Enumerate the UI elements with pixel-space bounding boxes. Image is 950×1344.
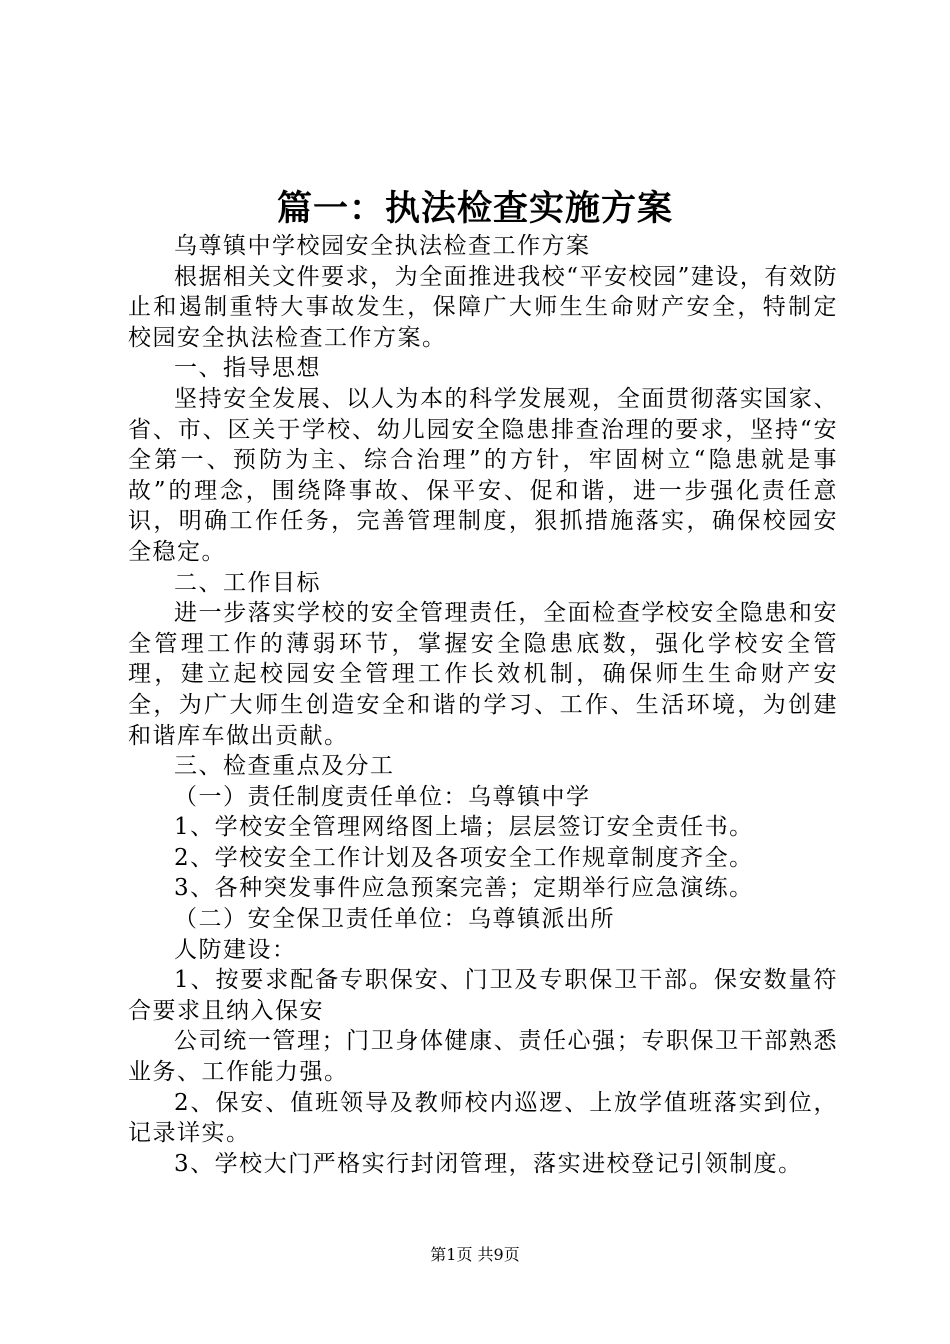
subsection-heading-responsibility-system: （一）责任制度责任单位：乌尊镇中学 — [174, 783, 591, 810]
paragraph-civil-defense: 人防建设： — [174, 936, 297, 963]
list-item: 1、按要求配备专职保安、门卫及专职保卫干部。保安数量符合要求且纳入保安 — [128, 967, 838, 1024]
document-title: 篇一：执法检查实施方案 — [276, 188, 673, 229]
page-footer: 第1页 共9页 — [430, 1245, 520, 1264]
list-item: 1、学校安全管理网络图上墙；层层签订安全责任书。 — [174, 814, 754, 841]
section-heading-guiding-ideology: 一、指导思想 — [174, 355, 321, 382]
list-item: 2、学校安全工作计划及各项安全工作规章制度齐全。 — [174, 844, 754, 871]
paragraph-intro: 根据相关文件要求，为全面推进我校“平安校园”建设，有效防止和遏制重特大事故发生，保障广大师生生命财产安全，特制定校园安全执法检查工作方案。 — [128, 263, 838, 351]
document-body — [128, 231, 838, 1179]
list-item: 3、学校大门严格实行封闭管理，落实进校登记引领制度。 — [174, 1150, 803, 1177]
paragraph-subtitle: 乌尊镇中学校园安全执法检查工作方案 — [174, 233, 591, 259]
paragraph-guiding-ideology: 坚持安全发展、以人为本的科学发展观，全面贯彻落实国家、省、市、区关于学校、幼儿园安全隐患排查治理的要求，坚持“安全第一、预防为主、综合治理”的方针，牢固树立“隐患就是事故”的理念，围绕降事故、保平安、促和谐，进一步强化责任意识，明确工作任务，完善管理制度，狠抓措施落实，确保校园安全稳定。 — [128, 385, 838, 565]
list-item: 公司统一管理；门卫身体健康、责任心强；专职保卫干部熟悉业务、工作能力强。 — [128, 1028, 838, 1086]
subsection-heading-security: （二）安全保卫责任单位：乌尊镇派出所 — [174, 906, 615, 933]
paragraph-work-goals: 进一步落实学校的安全管理责任，全面检查学校安全隐患和安全管理工作的薄弱环节，掌握安全隐患底数，强化学校安全管理，建立起校园安全管理工作长效机制，确保师生生命财产安全，为广大师生创造安全和谐的学习、工作、生活环境，为创建和谐库车做出贡献。 — [128, 600, 838, 749]
list-item: 3、各种突发事件应急预案完善；定期举行应急演练。 — [174, 875, 754, 902]
section-heading-inspection-focus: 三、检查重点及分工 — [174, 753, 395, 780]
list-item: 2、保安、值班领导及教师校内巡逻、上放学值班落实到位，记录详实。 — [128, 1089, 838, 1147]
section-heading-work-goals: 二、工作目标 — [174, 569, 321, 596]
